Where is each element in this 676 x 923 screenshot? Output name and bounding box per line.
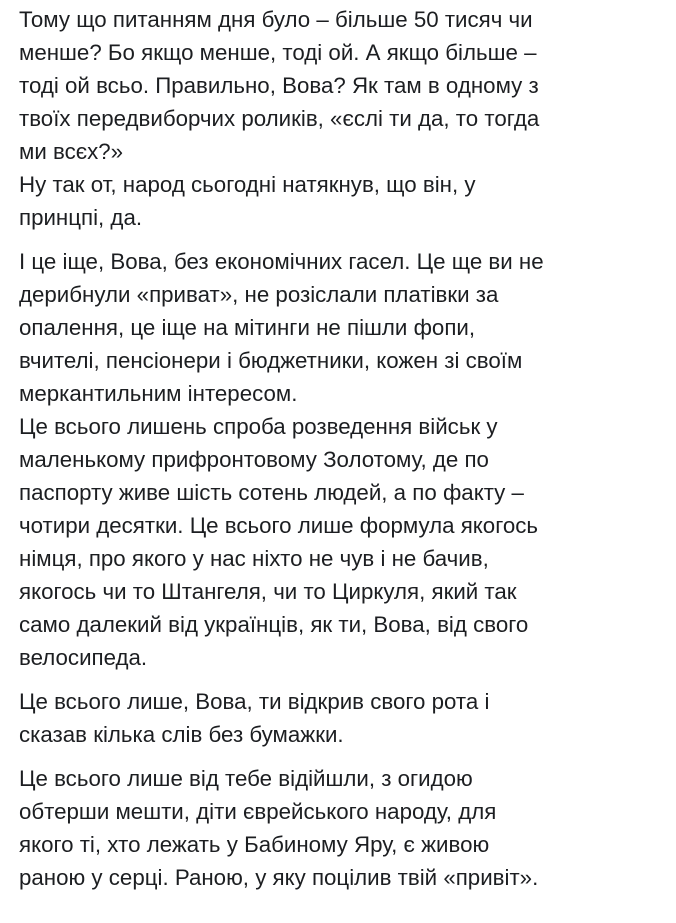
text-line: дерибнули «приват», не розіслали платівки за [19,282,499,307]
text-line: менше? Бо якщо менше, тоді ой. А якщо більше – [19,40,537,65]
text-line: принцпі, да. [19,205,143,230]
text-line: маленькому прифронтовому Золотому, де по [19,447,489,472]
paragraph [19,245,666,674]
text-line: І це іще, Вова, без економічних гасел. Це ще ви не [19,249,544,274]
text-line: Тому що питанням дня було – більше 50 тисяч чи [19,7,533,32]
text-line: твоїх передвиборчих роликів, «єслі ти да, то тогда [19,106,540,131]
paragraph [19,3,666,234]
text-line: меркантильним інтересом. [19,381,298,406]
text-line: Це всього лишень спроба розведення військ у [19,414,498,439]
text-line: обтерши мешти, діти єврейського народу, для [19,799,497,824]
paragraph [19,685,666,751]
text-line: ми всєх?» [19,139,124,164]
text-line: чотири десятки. Це всього лише формула якогось [19,513,539,538]
text-line: німця, про якого у нас ніхто не чув і не бачив, [19,546,489,571]
text-line: тоді ой всьо. Правильно, Вова? Як там в одному з [19,73,539,98]
text-line: опалення, це іще на мітинги не пішли фопи, [19,315,476,340]
text-line: раною у серці. Раною, у яку поцілив твій «привіт». [19,865,539,890]
text-line: якогось чи то Штангеля, чи то Циркуля, який так [19,579,517,604]
text-line: вчителі, пенсіонери і бюджетники, кожен зі своїм [19,348,523,373]
text-line: паспорту живе шість сотень людей, а по факту – [19,480,524,505]
text-line: Ну так от, народ сьогодні натякнув, що він, у [19,172,476,197]
text-line: сказав кілька слів без бумажки. [19,722,344,747]
paragraph [19,762,666,894]
text-line: само далекий від українців, як ти, Вова, від свого [19,612,529,637]
text-line: велосипеда. [19,645,148,670]
text-line: Це всього лише, Вова, ти відкрив свого рота і [19,689,490,714]
text-line: Це всього лише від тебе відійшли, з огидою [19,766,473,791]
text-line: якого ті, хто лежать у Бабиному Яру, є живою [19,832,490,857]
